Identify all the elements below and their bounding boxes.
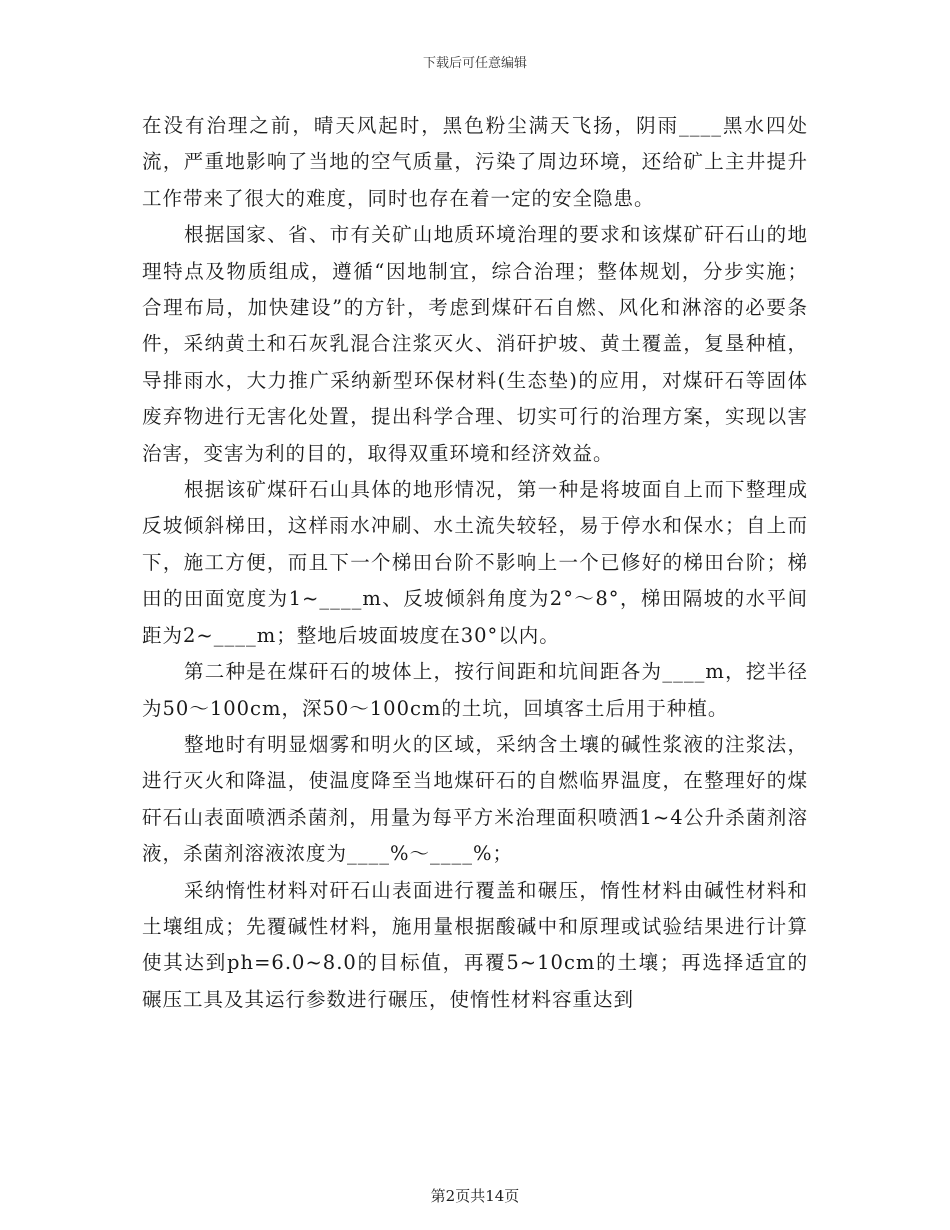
page-number: 第2页共14页: [430, 1187, 520, 1205]
paragraph-4: 第二种是在煤矸石的坡体上，按行间距和坑间距各为____m，挖半径为50～100cm，深50～100cm的土坑，回填客土后用于种植。: [142, 660, 808, 720]
paragraph-6: 采纳惰性材料对矸石山表面进行覆盖和碾压，惰性材料由碱性材料和土壤组成；先覆碱性材料，施用量根据酸碱中和原理或试验结果进行计算使其达到ph=6.0~8.0的目标值，再覆5~10cm的土壤；再选择适宜的碾压工具及其运行参数进行碾压，使惰性材料容重达到: [142, 878, 808, 1011]
paragraph-3: 根据该矿煤矸石山具体的地形情况，第一种是将坡面自上而下整理成反坡倾斜梯田，这样雨水冲刷、水土流失较轻，易于停水和保水；自上而下，施工方便，而且下一个梯田台阶不影响上一个已修好的梯田台阶；梯田的田面宽度为1~____m、反坡倾斜角度为2°～8°，梯田隔坡的水平间距为2~____m；整地后坡面坡度在30°以内。: [142, 478, 808, 647]
paragraph-5: 整地时有明显烟雾和明火的区域，采纳含土壤的碱性浆液的注浆法，进行灭火和降温，使温度降至当地煤矸石的自燃临界温度，在整理好的煤矸石山表面喷洒杀菌剂，用量为每平方米治理面积喷洒1~4公升杀菌剂溶液，杀菌剂溶液浓度为____%～____%；: [142, 732, 808, 866]
document-body: [142, 108, 808, 1018]
page-header-note: 下载后可任意编辑: [422, 56, 527, 71]
paragraph-1: 在没有治理之前，晴天风起时，黑色粉尘满天飞扬，阴雨____黑水四处流，严重地影响了当地的空气质量，污染了周边环境，还给矿上主井提升工作带来了很大的难度，同时也存在着一定的安全隐患。: [142, 114, 808, 210]
paragraph-2: 根据国家、省、市有关矿山地质环境治理的要求和该煤矿矸石山的地理特点及物质组成，遵循“因地制宜，综合治理；整体规划，分步实施；合理布局，加快建设”的方针，考虑到煤矸石自燃、风化和淋溶的必要条件，采纳黄土和石灰乳混合注浆灭火、消矸护坡、黄土覆盖，复垦种植，导排雨水，大力推广采纳新型环保材料(生态垫)的应用，对煤矸石等固体废弃物进行无害化处置，提出科学合理、切实可行的治理方案，实现以害治害，变害为利的目的，取得双重环境和经济效益。: [142, 223, 808, 465]
